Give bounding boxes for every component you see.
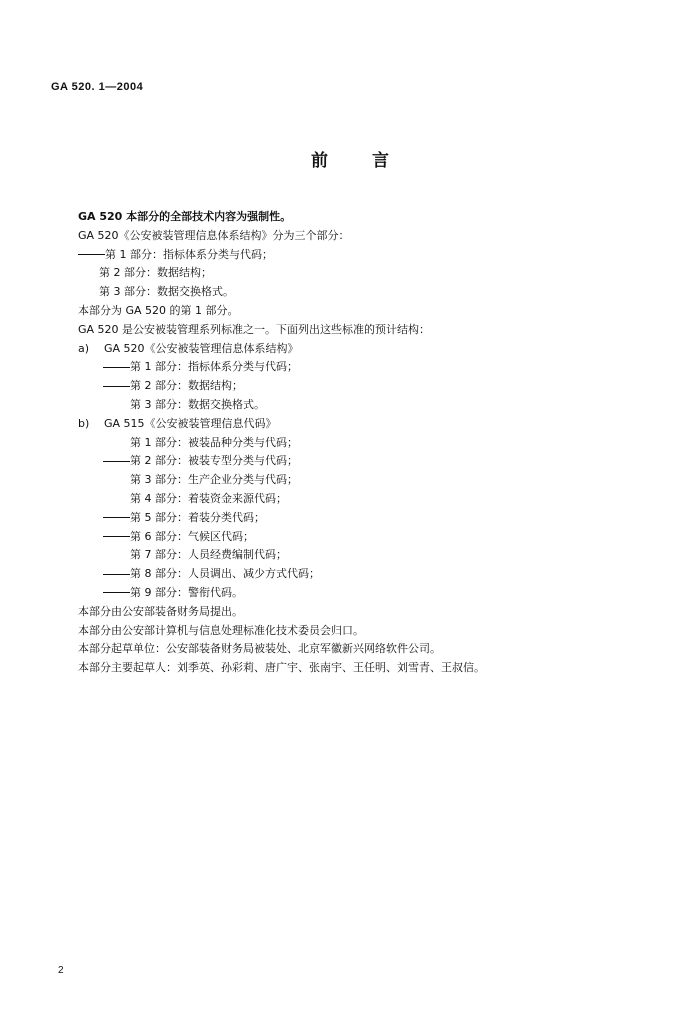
paragraph-parts-intro: GA 520《公安被装管理信息体系结构》分为三个部分： xyxy=(78,228,350,242)
paragraph-drafting-organization: 本部分起草单位：公安部装备财务局被装处、北京军徽新兴网络软件公司。 xyxy=(78,642,441,656)
paragraph-series-intro: GA 520 是公安被装管理系列标准之一。下面列出这些标准的预计结构： xyxy=(78,322,431,336)
list-label: b) xyxy=(78,416,90,430)
list-item: 第 1 部分：被装品种分类与代码； xyxy=(130,435,298,449)
list-item: 第 3 部分：数据交换格式。 xyxy=(130,397,265,411)
document-body xyxy=(78,208,678,678)
list-item xyxy=(78,565,678,584)
list-item: 第 3 部分：数据交换格式。 xyxy=(99,285,234,299)
list-item-text: 第 5 部分：着装分类代码； xyxy=(130,510,265,524)
list-item-text: 第 1 部分：指标体系分类与代码； xyxy=(130,360,298,374)
em-dash xyxy=(103,461,130,462)
list-item xyxy=(78,358,678,377)
page-number: 2 xyxy=(58,965,64,976)
page-title: 前言 xyxy=(311,151,433,171)
list-item: 第 7 部分：人员经费编制代码； xyxy=(130,548,287,562)
paragraph-part-statement: 本部分为 GA 520 的第 1 部分。 xyxy=(78,303,239,317)
paragraph-drafters: 本部分主要起草人：刘季英、孙彩莉、唐广宇、张南宇、王任明、刘雪青、王叔信。 xyxy=(78,661,485,675)
list-label: a) xyxy=(78,341,90,355)
em-dash xyxy=(103,574,130,575)
list-heading-text: GA 520《公安被装管理信息体系结构》 xyxy=(104,341,299,355)
list-item xyxy=(78,509,678,528)
list-item xyxy=(78,584,678,603)
list-heading-b xyxy=(78,415,678,434)
list-item: 第 2 部分：数据结构； xyxy=(99,266,212,280)
list-item xyxy=(78,377,678,396)
em-dash xyxy=(103,367,130,368)
em-dash xyxy=(78,254,105,255)
em-dash xyxy=(103,517,130,518)
list-item-text: 第 8 部分：人员调出、减少方式代码； xyxy=(130,567,320,581)
paragraph-administered-by: 本部分由公安部计算机与信息处理标准化技术委员会归口。 xyxy=(78,623,364,637)
list-item: 第 3 部分：生产企业分类与代码； xyxy=(130,473,298,487)
em-dash xyxy=(103,592,130,593)
list-item xyxy=(78,246,678,265)
list-item-text: 第 2 部分：被装专型分类与代码； xyxy=(130,454,298,468)
em-dash xyxy=(103,536,130,537)
list-item-text: 第 6 部分：气候区代码； xyxy=(130,529,254,543)
standard-code: GA 520. 1—2004 xyxy=(51,81,144,93)
list-item-text: 第 1 部分：指标体系分类与代码； xyxy=(105,247,273,261)
list-heading-text: GA 515《公安被装管理信息代码》 xyxy=(104,416,277,430)
list-item xyxy=(78,452,678,471)
em-dash xyxy=(103,386,130,387)
paragraph-proposed-by: 本部分由公安部装备财务局提出。 xyxy=(78,604,243,618)
list-item-text: 第 2 部分：数据结构； xyxy=(130,379,243,393)
list-item xyxy=(78,528,678,547)
paragraph-mandatory-statement: GA 520 本部分的全部技术内容为强制性。 xyxy=(78,210,292,223)
list-heading-a xyxy=(78,340,678,359)
list-item-text: 第 9 部分：警衔代码。 xyxy=(130,585,243,599)
list-item: 第 4 部分：着装资金来源代码； xyxy=(130,491,287,505)
